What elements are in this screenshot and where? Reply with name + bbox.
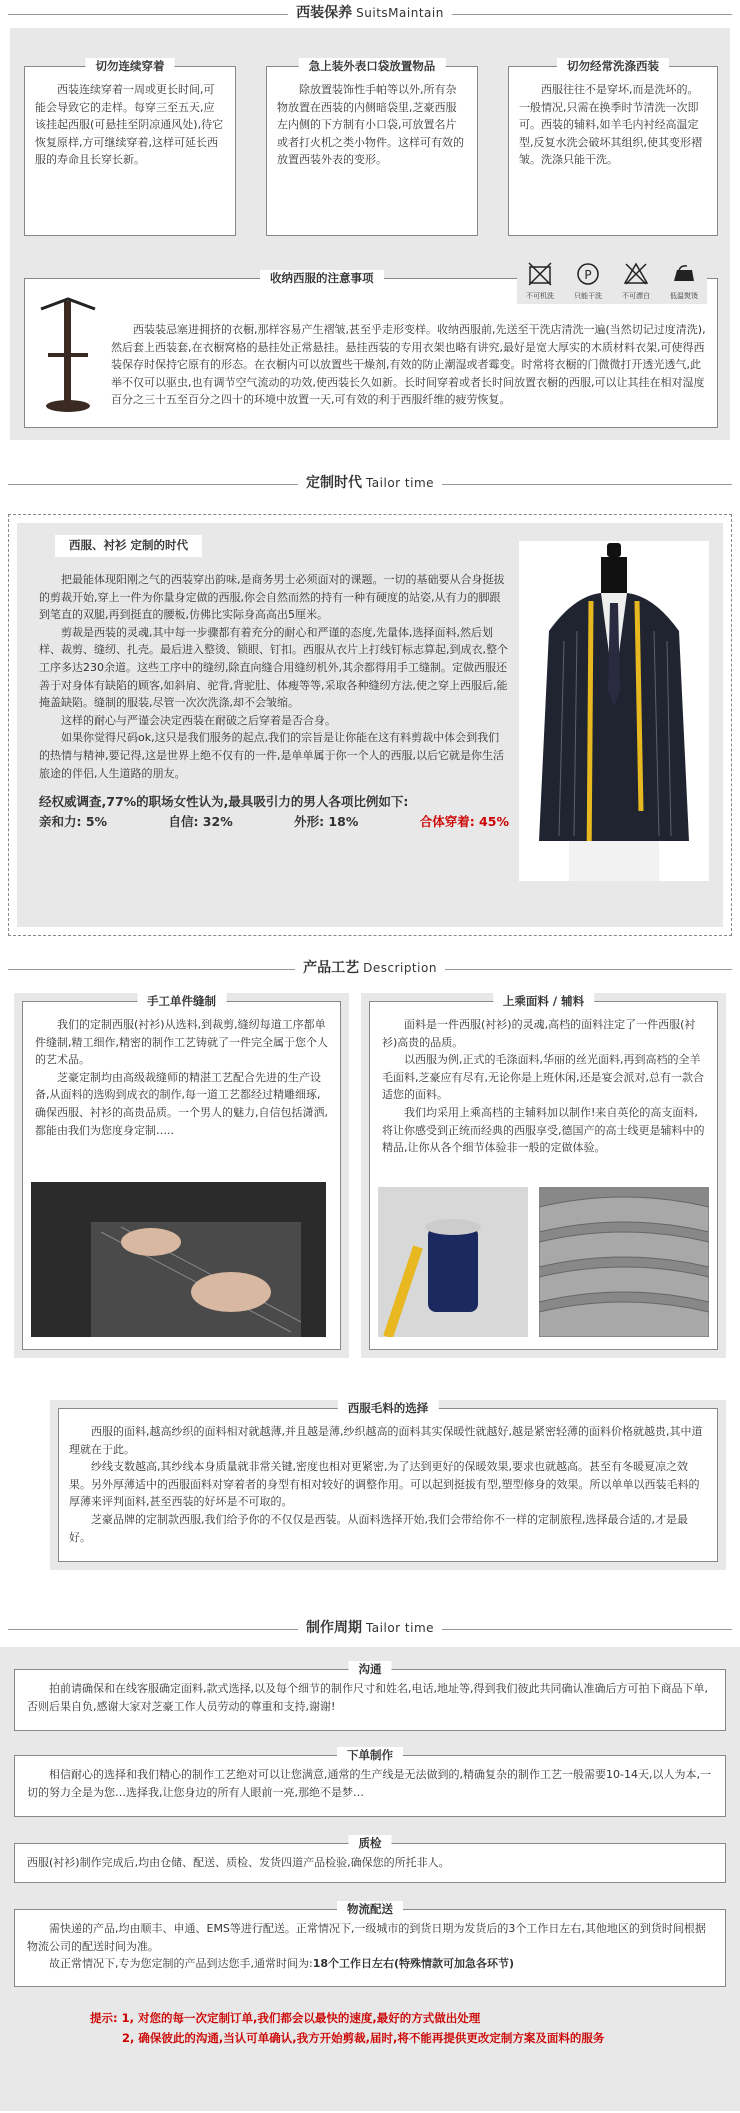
- step-text: 需快递的产品,均由顺丰、申通、EMS等进行配送。正常情况下,一级城市的到货日期为发货后的3个工作日左右,其他地区的到货时间根据物流公司的配送时间为准。: [27, 1922, 706, 1953]
- storage-text: 西装装忌塞进拥挤的衣橱,那样容易产生褶皱,甚至乎走形变样。收纳西服前,先送至干洗店清洗一遍(当然切记过度清洗),然后套上西装套,在衣橱窝格的悬挂处正常悬挂。悬挂西装的专用衣架也略有讲究,最好是宽大厚实的木质材料衣架,可使得西装保存时保持它原有的形态。在衣橱内可以放置些干燥剂,有效的防止潮湿或者霉变。时常将衣橱的门微微打开透光透气,此举不仅可以驱虫,也有调节空气流动的功效,使西装长久如新。长时间穿着或者长时间放置衣橱的西服,可以让其挂在相对湿度百分之三十五至百分之四十的环境中放置一天,可有效的利于西服纤维的疲劳恢复。: [111, 323, 706, 407]
- step-order: [14, 1748, 726, 1817]
- tip-line: 2, 确保彼此的沟通,当认可单确认,我方开始剪裁,届时,将不能再提供更改定制方案及面料的服务: [122, 2030, 605, 2045]
- card-text: 西服往往不是穿坏,而是洗坏的。一般情况,只需在换季时节清洗一次即可。西装的辅料,如羊毛内衬经高温定型,反复水洗会破坏其组织,使其变形褶皱。洗涤只能干洗。: [519, 83, 702, 167]
- card-continuous-wear: [24, 59, 236, 236]
- icon-label: 不可漂白: [622, 291, 650, 300]
- card-paragraph: 西服的面料,越高纱织的面料相对就越薄,并且越是薄,纱织越高的面料其实保暖性就越好,越是紧密轻薄的面料价格就越贵,其中道理就在于此。: [69, 1425, 703, 1456]
- step-title: 物流配送: [337, 1901, 403, 1919]
- section-title: 西装保养: [296, 5, 353, 22]
- stat-label: 自信:: [168, 813, 199, 829]
- tailor-paragraph: 剪裁是西装的灵魂,其中每一步骤都有着充分的耐心和严谨的态度,先量体,选择面料,然后划样、裁剪、缝纫、扎壳。最后进入整烫、锁眼、钉扣。西服从衣片上打线钉标志算起,到成衣,整个工序多达230余道。这些工序中的缝纫,除直向缝合用缝纫机外,其余都得用手工缝制。定做西服还善于对身体有缺陷的顾客,如斜肩、驼背,背驼肚、体瘦等等,采取各种缝纫方法,使之穿上西服后,能掩盖缺陷。缝制的服装,尽管一次次洗涤,却不会皱缩。: [39, 625, 508, 710]
- fabric-rolls-photo: [539, 1187, 709, 1337]
- svg-text:P: P: [584, 268, 592, 282]
- card-paragraph: 我们均采用上乘高档的主辅料加以制作!来自英伦的高支面料,将让你感受到正统而经典的西服享受,德国产的高士线更是辅料中的精品,让你从各个细节体验非一般的定做体验。: [382, 1105, 705, 1155]
- section-subtitle: Tailor time: [365, 1621, 435, 1636]
- stat-affinity: [39, 812, 107, 831]
- tailor-paragraph: 这样的耐心与严谨会决定西装在耐破之后穿着是否合身。: [61, 713, 336, 727]
- tailor-paragraph: 把最能体现阳刚之气的西装穿出韵味,是商务男士必须面对的课题。一切的基础要从合身挺拔的剪裁开始,穿上一件为你量身定做的西服,你会自然而然的持有一种有硬度的站姿,从有力的脚跟到笔直的双腿,再到挺直的腰板,仿佛比实际身高高出5厘米。: [39, 573, 505, 622]
- tips: [90, 2009, 604, 2048]
- tailor-box-title: 西服、衬衫 定制的时代: [55, 535, 202, 557]
- icon-label: 低温熨烫: [670, 291, 698, 300]
- step-title: 沟通: [349, 1661, 392, 1679]
- dry-clean-only-icon: [571, 261, 605, 300]
- fabric-selection-card: [58, 1401, 718, 1562]
- craft-panel-right: [361, 993, 726, 1358]
- card-title: 上乘面料 / 辅料: [493, 993, 594, 1011]
- step-communicate: [14, 1662, 726, 1731]
- section-heading: [0, 955, 740, 983]
- card-title: 西服毛料的选择: [338, 1400, 439, 1418]
- card-pockets: [266, 59, 478, 236]
- step-title: 下单制作: [337, 1747, 403, 1765]
- care-icons: [517, 257, 707, 304]
- tailor-sewing-photo: [31, 1182, 326, 1337]
- no-machine-wash-icon: [523, 261, 557, 300]
- card-paragraph: 芝豪品牌的定制款西服,我们给予你的不仅仅是西装。从面料选择开始,我们会带给你不一样的定制旅程,选择最合适的,才是最好。: [69, 1512, 688, 1544]
- card-paragraph: 我们的定制西服(衬衫)从选料,到裁剪,缝纫每道工序都单件缝制,精工细作,精密的制作工艺铸就了一件完全属于您个人的艺术品。: [35, 1018, 328, 1067]
- step-text-part: 故正常情况下,专为您定制的产品到达您手,通常时间为:: [49, 1957, 313, 1971]
- step-text: 拍前请确保和在线客服确定面料,款式选择,以及每个细节的制作尺寸和姓名,电话,地址等,得到我们彼此共同确认准确后方可拍下商品下单,否则后果自负,感谢大家对芝豪工作人员劳动的尊重和支持,谢谢!: [27, 1682, 708, 1713]
- description-section: [0, 955, 740, 1620]
- icon-label: 不可机洗: [526, 291, 554, 300]
- stat-appearance: [294, 812, 358, 831]
- section-heading: [0, 1615, 740, 1643]
- craft-panel-left: [14, 993, 349, 1358]
- fabric-selection-panel: [50, 1400, 726, 1570]
- card-paragraph: 纱线支数越高,其纱线本身质量就非常关键,密度也相对更紧密,为了达到更好的保暖效果,要求也就越高。甚至有冬暖夏凉之效果。另外厚薄适中的西服面料对穿着者的身型有相对较好的调整作用。可以起到挺拔有型,塑型修身的效果。所以单单以西装毛料的厚薄来评判面料,甚至西装的好坏是不可取的。: [69, 1460, 700, 1509]
- suit-mannequin-photo: [519, 541, 709, 881]
- step-quality-check: [14, 1836, 726, 1883]
- stat-label: 合体穿着:: [419, 813, 475, 829]
- section-subtitle: SuitsMaintain: [356, 6, 444, 21]
- suits-maintain-section: [0, 0, 740, 445]
- step-text: 相信耐心的选择和我们精心的制作工艺绝对可以让您满意,通常的生产线是无法做到的,精确复杂的制作工艺一般需要10-14天,以人为本,一切的努力全是为您…选择我,让您身边的所有人眼前一亮,那绝不是梦…: [27, 1768, 711, 1799]
- card-title: 急上装外表口袋放置物品: [299, 58, 446, 76]
- section-subtitle: Description: [363, 961, 437, 976]
- card-paragraph: 芝豪定制均由高级裁缝师的精湛工艺配合先进的生产设备,从面料的选购到成衣的制作,每一道工艺都经过精雕细琢,确保西服、衬衫的高贵品质。一个男人的魅力,自信包括潇洒,都能由我们为您度身定制…..: [35, 1070, 328, 1137]
- section-title: 定制时代: [305, 475, 362, 492]
- card-paragraph: 面料是一件西服(衬衫)的灵魂,高档的面料注定了一件西服(衬衫)高贵的品质。: [382, 1018, 696, 1049]
- section-title: 产品工艺: [303, 960, 360, 977]
- cycle-panel: [0, 1647, 740, 2111]
- card-title: 切勿连续穿着: [86, 58, 175, 76]
- stat-confidence: [168, 812, 232, 831]
- suit-valet-stand-icon: [33, 297, 103, 415]
- section-heading: [0, 470, 740, 498]
- maintain-panel: [10, 28, 730, 440]
- stat-value: 5%: [85, 813, 108, 829]
- card-title: 手工单件缝制: [137, 993, 226, 1011]
- low-temp-iron-icon: [667, 261, 701, 300]
- craft-card-fabric: [369, 994, 718, 1350]
- production-cycle-section: [0, 1615, 740, 2113]
- craft-card-handmade: [22, 994, 341, 1350]
- storage-title: 收纳西服的注意事项: [260, 270, 384, 288]
- survey-line: 经权威调查,77%的职场女性认为,最具吸引力的男人各项比例如下:: [39, 794, 409, 810]
- card-text: 西装连续穿着一周或更长时间,可能会导致它的走样。每穿三至五天,应该挂起西服(可悬挂至阴凉通风处),待它恢复原样,方可继续穿着,这样可延长西服的寿命且长穿长新。: [35, 83, 224, 167]
- card-title: 切勿经常洗涤西装: [557, 58, 669, 76]
- step-text: 西服(衬衫)制作完成后,均由仓储、配送、质检、发货四道产品检验,确保您的所托非人。: [27, 1856, 450, 1869]
- card-washing: [508, 59, 718, 236]
- step-text-bold: 18个工作日左右(特殊情款可加急各环节): [312, 1957, 515, 1971]
- section-subtitle: Tailor time: [365, 476, 435, 491]
- thread-spool-photo: [378, 1187, 528, 1337]
- section-title: 制作周期: [305, 1620, 362, 1637]
- card-storage: [24, 268, 718, 428]
- tip-line: 提示: 1, 对您的每一次定制订单,我们都会以最快的速度,最好的方式做出处理: [90, 2011, 481, 2025]
- stat-value: 45%: [479, 813, 509, 829]
- step-title: 质检: [349, 1835, 392, 1853]
- tailor-paragraph: 如果你觉得尺码ok,这只是我们服务的起点,我们的宗旨是让你能在这有料剪裁中体会到我们的热情与精神,要记得,这是世界上绝不仅有的一件,是单单属于你一个人的西服,以后它就是你生活旅途的伴侣,人生道路的朋友。: [39, 731, 504, 780]
- no-bleach-icon: [619, 261, 653, 300]
- tailor-time-section: [0, 470, 740, 950]
- stat-value: 32%: [202, 813, 233, 829]
- card-text: 除放置装饰性手帕等以外,所有杂物放置在西装的内侧暗袋里,芝豪西服左内侧的下方制有小口袋,可放置名片或者打火机之类小物件。这样可有效的放置西装外表的变形。: [277, 83, 464, 167]
- tailor-inner: [17, 523, 723, 927]
- card-paragraph: 以西服为例,正式的毛涤面料,华丽的丝光面料,再到高档的全羊毛面料,芝豪应有尽有,无论你是上班休闲,还是宴会派对,总有一款合适您的面料。: [382, 1053, 704, 1102]
- section-heading: [0, 0, 740, 28]
- step-shipping: [14, 1902, 726, 1987]
- stat-value: 18%: [328, 813, 359, 829]
- stat-label: 亲和力:: [39, 813, 82, 829]
- stat-fit: [420, 812, 509, 831]
- tailor-box: [8, 514, 732, 936]
- step-text: [27, 1955, 713, 1973]
- survey-stats: [39, 812, 509, 831]
- stat-label: 外形:: [294, 813, 325, 829]
- tailor-text: [39, 571, 509, 831]
- icon-label: 只能干洗: [574, 291, 602, 300]
